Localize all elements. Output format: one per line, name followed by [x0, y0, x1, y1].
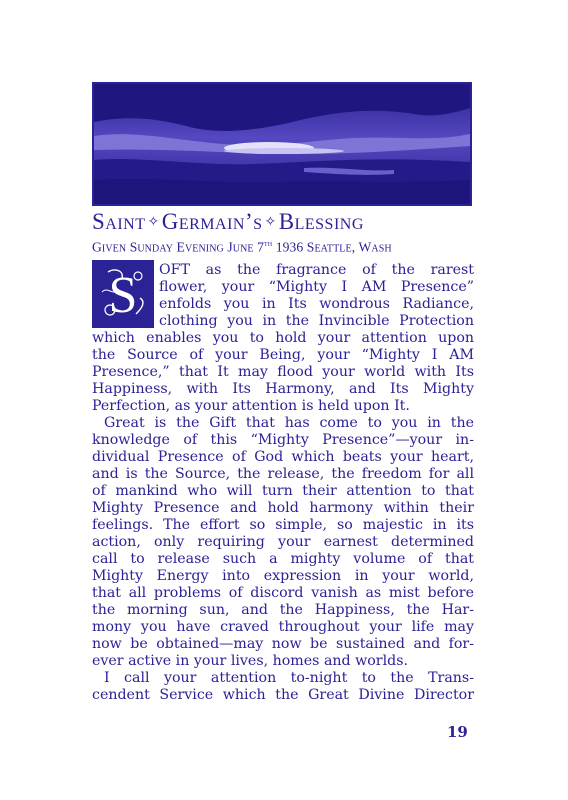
body-line: that all problems of discord vanish as mist before — [92, 585, 474, 601]
body-line: feelings. The effort so simple, so majestic in its — [92, 517, 474, 533]
body-line: of mankind who will turn their attention to that — [92, 483, 474, 499]
body-line: knowledge of this “Mighty Presence”—your in- — [92, 432, 474, 448]
body-line: I call your attention to-night to the Trans- — [104, 670, 474, 686]
body-line: cendent Service which the Great Divine Director — [92, 687, 474, 703]
body-line: Presence,” that It may flood your world with Its — [92, 364, 474, 380]
body-line: the Source of your Being, your “Mighty I AM — [92, 347, 474, 363]
body-line: clothing you in the Invincible Protection — [159, 313, 474, 329]
body-line: action, only requiring your earnest determined — [92, 534, 474, 550]
body-line: dividual Presence of God which beats your heart, — [92, 449, 474, 465]
title-separator-icon: ✧ — [264, 215, 277, 230]
body-line: Mighty Presence and hold harmony within their — [92, 500, 474, 516]
body-line: and is the Source, the release, the freedom for all — [92, 466, 474, 482]
body-line: Happiness, with Its Harmony, and Its Mighty — [92, 381, 474, 397]
body-line: Mighty Energy into expression in your world, — [92, 568, 474, 584]
subtitle-date-text: Given Sunday Evening June 7 — [92, 239, 265, 255]
body-line: Great is the Gift that has come to you in the — [104, 415, 474, 431]
body-line: the morning sun, and the Happiness, the Har- — [92, 602, 474, 618]
title-separator-icon: ✧ — [147, 215, 160, 230]
page-number: 19 — [447, 723, 468, 741]
body-line: which enables you to hold your attention upon — [92, 330, 474, 346]
body-line: OFT as the fragrance of the rarest — [159, 262, 474, 278]
subtitle-place-text: 1936 Seattle, Wash — [272, 239, 392, 255]
dropcap-s — [92, 260, 154, 328]
chapter-title — [92, 209, 474, 236]
title-word-3: Blessing — [278, 209, 364, 234]
header-photo — [92, 82, 472, 206]
body-line: ever active in your lives, homes and worlds. — [92, 653, 409, 669]
body-line: Perfection, as your attention is held upon It. — [92, 398, 410, 414]
chapter-subtitle — [92, 235, 474, 257]
dropcap-letter: S — [108, 267, 138, 324]
body-line: call to release such a mighty volume of that — [92, 551, 474, 567]
body-line: flower, your “Mighty I AM Presence” — [159, 279, 474, 295]
body-line: mony you have craved throughout your life may — [92, 619, 474, 635]
body-line: now be obtained—may now be sustained and for- — [92, 636, 474, 652]
subtitle-ordinal: th — [264, 239, 273, 248]
title-word-1: Saint — [92, 209, 146, 234]
title-word-2: Germain’s — [161, 209, 263, 234]
body-line: enfolds you in Its wondrous Radiance, — [159, 296, 474, 312]
